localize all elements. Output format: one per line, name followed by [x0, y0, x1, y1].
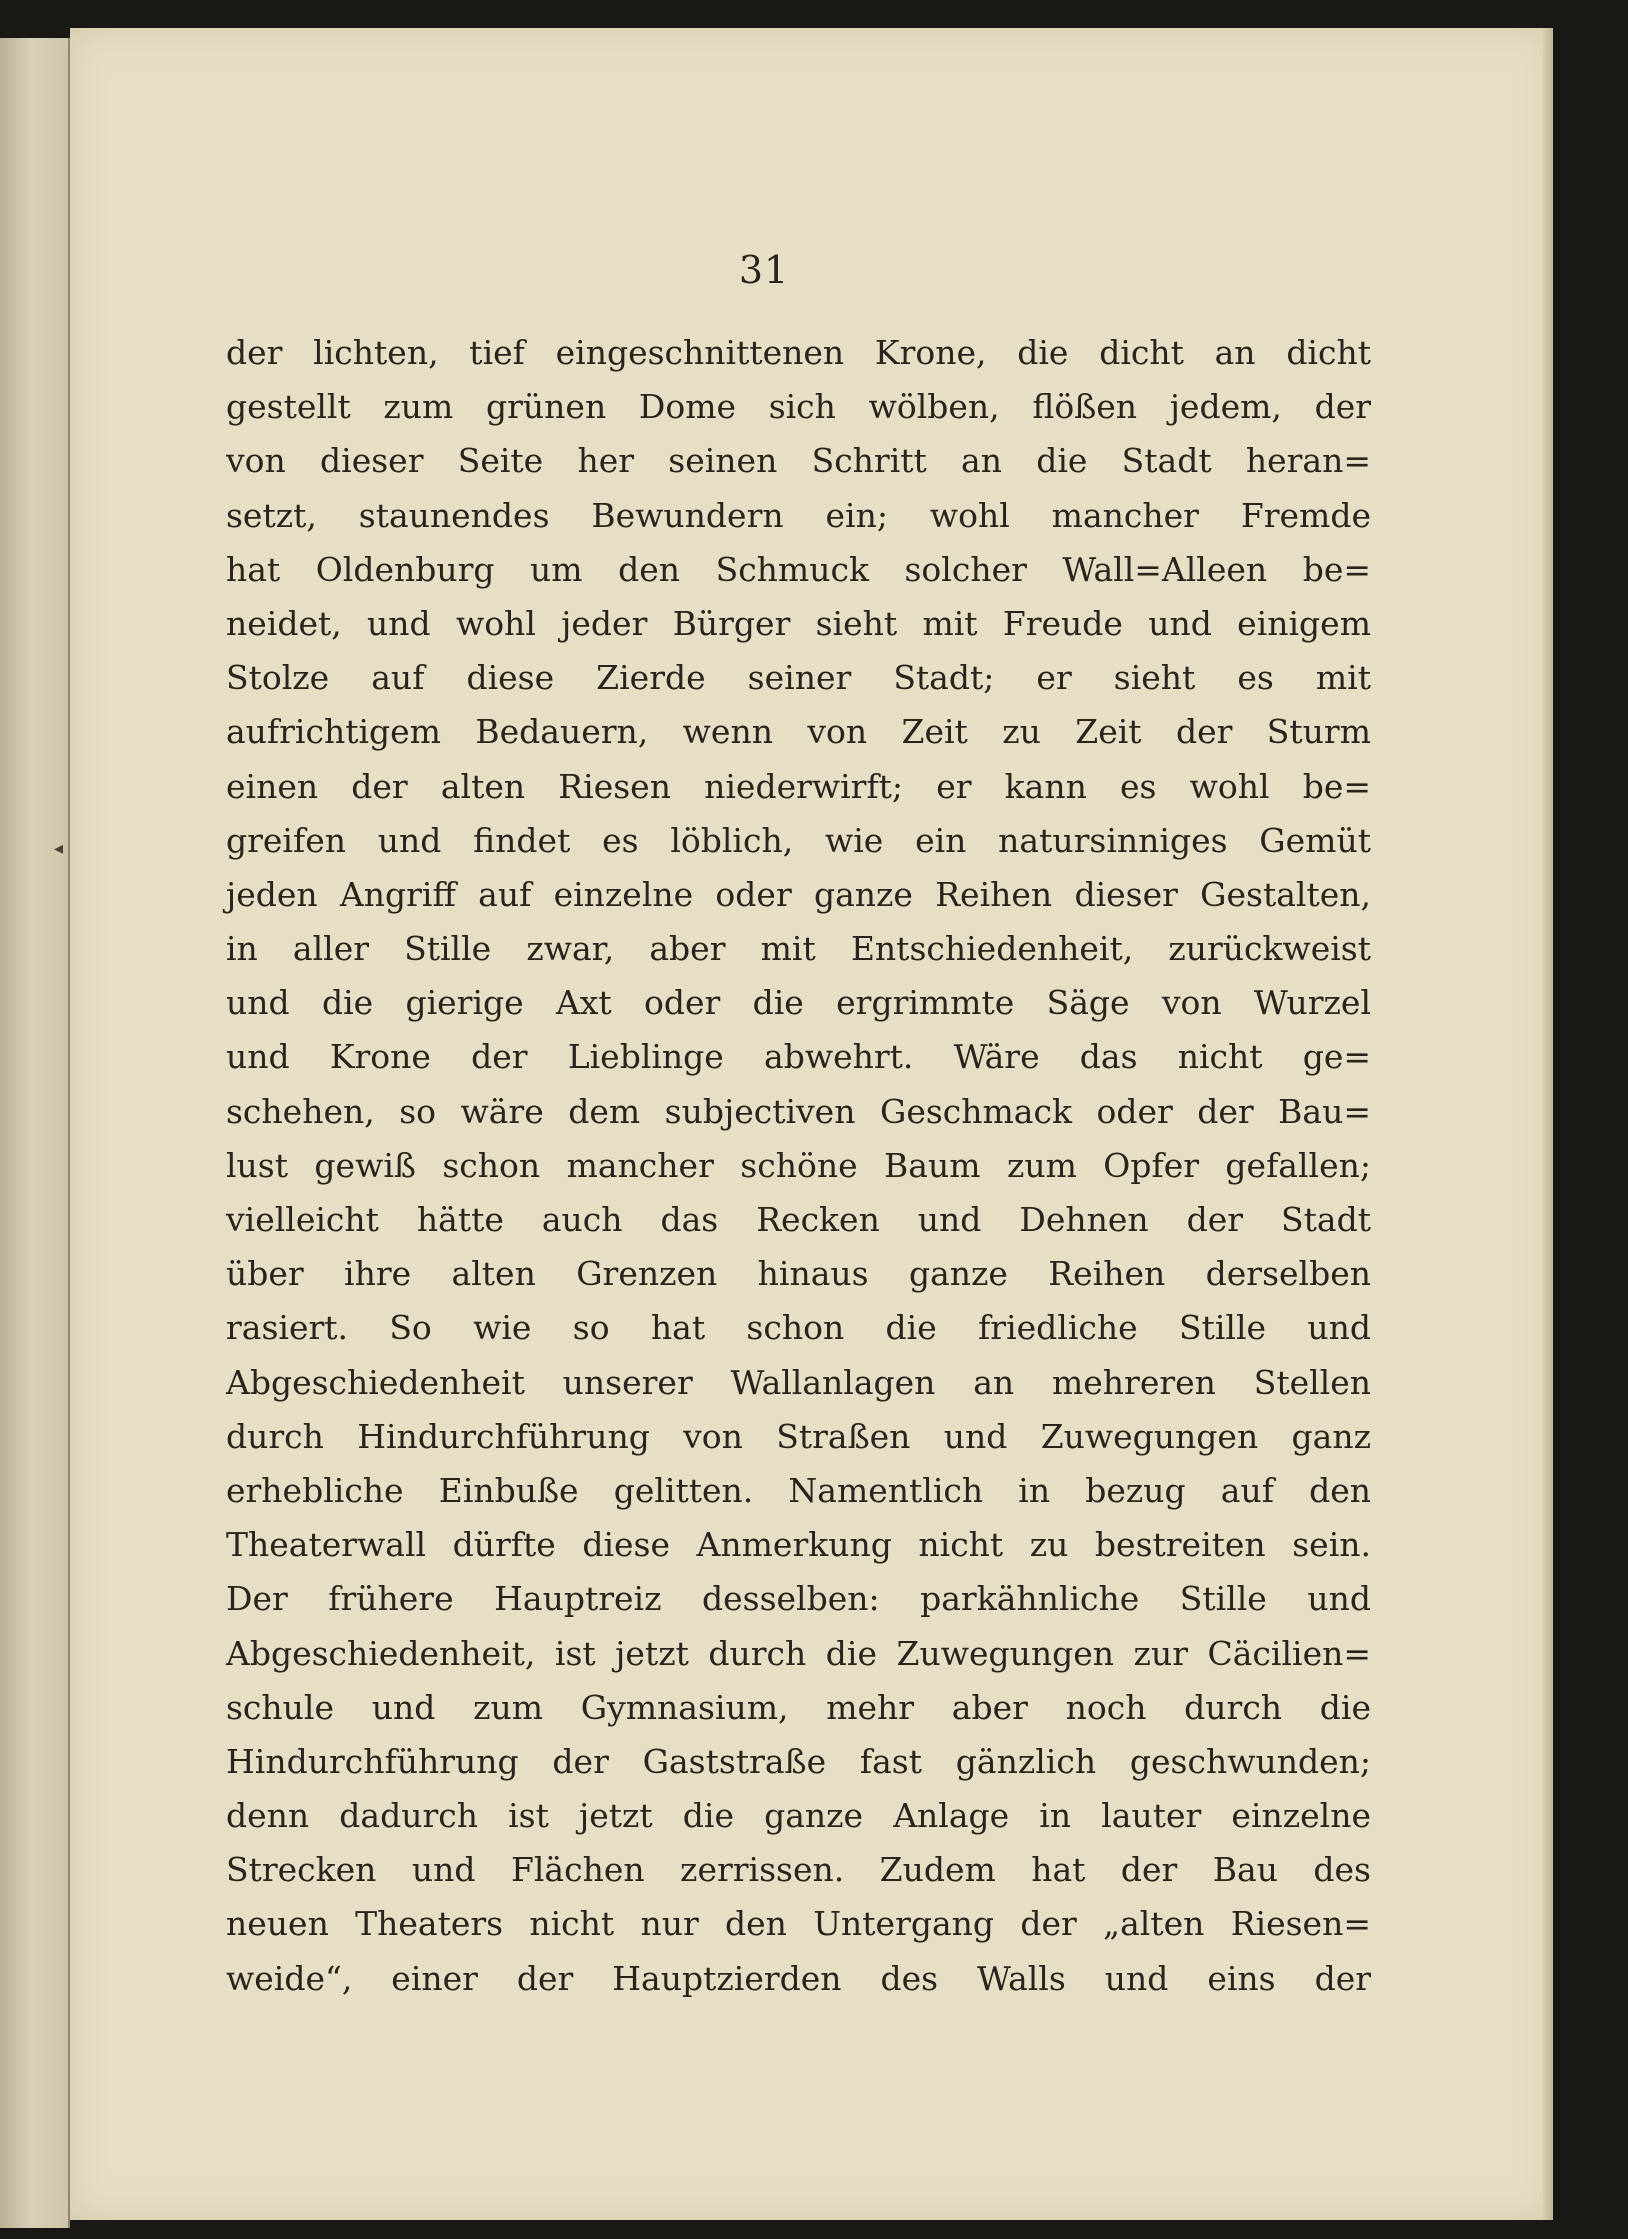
margin-mark: ◂ — [54, 838, 64, 859]
text-line: schehen, so wäre dem subjectiven Geschmack oder der Bau= — [226, 1091, 1371, 1131]
text-line: lust gewiß schon mancher schöne Baum zum Opfer gefallen; — [226, 1145, 1371, 1185]
text-line: vielleicht hätte auch das Recken und Dehnen der Stadt — [226, 1200, 1371, 1239]
text-line: und Krone der Lieblinge abwehrt. Wäre das nicht ge= — [226, 1037, 1371, 1077]
text-line: jeden Angriff auf einzelne oder ganze Reihen dieser Gestalten, — [226, 874, 1371, 914]
page-number: 31 — [738, 248, 790, 292]
text-line: neuen Theaters nicht nur den Untergang der „alten Riesen= — [226, 1904, 1371, 1944]
text-line: Theaterwall dürfte diese Anmerkung nicht zu bestreiten sein. — [226, 1525, 1371, 1565]
text-line: rasiert. So wie so hat schon die friedliche Stille und — [226, 1308, 1371, 1348]
text-line: einen der alten Riesen niederwirft; er kann es wohl be= — [226, 766, 1371, 806]
text-line: schule und zum Gymnasium, mehr aber noch durch die — [226, 1687, 1371, 1727]
text-line: Stolze auf diese Zierde seiner Stadt; er sieht es mit — [226, 658, 1371, 698]
text-line: hat Oldenburg um den Schmuck solcher Wall=Alleen be= — [226, 549, 1371, 589]
text-line: gestellt zum grünen Dome sich wölben, flößen jedem, der — [226, 387, 1371, 427]
text-line: Hindurchführung der Gaststraße fast gänzlich geschwunden; — [226, 1741, 1371, 1781]
book-page — [70, 28, 1553, 2220]
text-line: von dieser Seite her seinen Schritt an die Stadt heran= — [226, 441, 1371, 481]
text-line: greifen und findet es löblich, wie ein natursinniges Gemüt — [226, 820, 1371, 860]
text-line: setzt, staunendes Bewundern ein; wohl mancher Fremde — [226, 495, 1371, 535]
text-line: Abgeschiedenheit, ist jetzt durch die Zuwegungen zur Cäcilien= — [226, 1633, 1371, 1673]
body-text — [226, 326, 1371, 2006]
text-line: in aller Stille zwar, aber mit Entschiedenheit, zurückweist — [226, 929, 1371, 969]
text-line: erhebliche Einbuße gelitten. Namentlich in bezug auf den — [226, 1470, 1371, 1510]
text-line: und die gierige Axt oder die ergrimmte Säge von Wurzel — [226, 983, 1371, 1023]
text-line: weide“, einer der Hauptzierden des Walls und eins der — [226, 1958, 1371, 1998]
text-line: Der frühere Hauptreiz desselben: parkähnliche Stille und — [226, 1579, 1371, 1619]
text-line: Abgeschiedenheit unserer Wallanlagen an mehreren Stellen — [226, 1362, 1371, 1402]
text-line: aufrichtigem Bedauern, wenn von Zeit zu Zeit der Sturm — [226, 712, 1371, 752]
text-line: über ihre alten Grenzen hinaus ganze Reihen derselben — [226, 1254, 1371, 1294]
page-right-edge — [1543, 28, 1553, 2220]
text-line: denn dadurch ist jetzt die ganze Anlage in lauter einzelne — [226, 1796, 1371, 1836]
text-line: neidet, und wohl jeder Bürger sieht mit Freude und einigem — [226, 603, 1371, 643]
text-line: Strecken und Flächen zerrissen. Zudem hat der Bau des — [226, 1850, 1371, 1890]
text-line: der lichten, tief eingeschnittenen Krone, die dicht an dicht — [226, 333, 1371, 372]
left-page-edge — [0, 38, 70, 2228]
text-line: durch Hindurchführung von Straßen und Zuwegungen ganz — [226, 1416, 1371, 1456]
